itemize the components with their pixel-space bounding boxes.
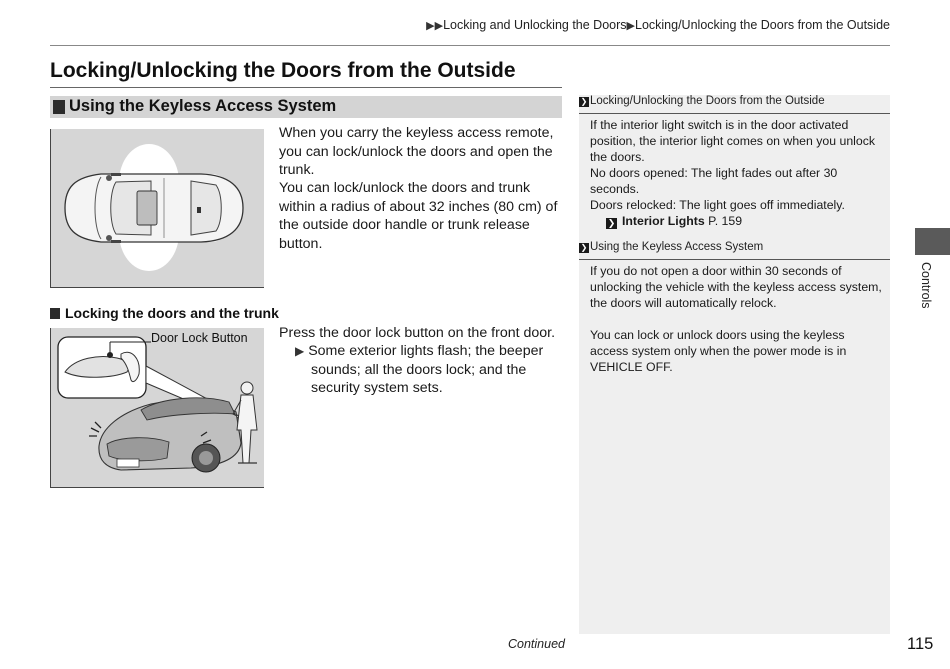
note-line: Doors relocked: The light goes off immediately. <box>590 198 845 212</box>
section-square-icon <box>53 100 65 114</box>
side-notes-panel <box>579 95 890 634</box>
result-text: Some exterior lights flash; the beeper sounds; all the doors lock; and the security system sets. <box>308 343 544 396</box>
note-line: If you do not open a door within 30 seconds of unlocking the vehicle with the keyless access system, the doors will automatically relock. <box>590 264 882 310</box>
title-divider <box>50 87 562 88</box>
note-marker-icon: ❯ <box>580 243 588 252</box>
note-title-2: Using the Keyless Access System <box>590 241 764 253</box>
triangle-right-icon: ▶ <box>626 20 635 32</box>
cross-reference[interactable] <box>590 213 885 229</box>
note-body-1 <box>590 117 885 229</box>
note-marker-icon: ❯ <box>580 97 588 106</box>
note-line: No doors opened: The light fades out after 30 seconds. <box>590 166 838 196</box>
intro-paragraph: When you carry the keyless access remote, you can lock/unlock the doors and open the trunk. <box>279 125 554 178</box>
chapter-tab-text: Controls <box>919 262 933 309</box>
note-header-1 <box>579 95 890 114</box>
cross-reference-label[interactable]: Interior Lights <box>622 214 705 228</box>
double-triangle-right-icon: ▶▶ <box>426 20 444 32</box>
note-body-2 <box>590 263 885 375</box>
subsection-heading <box>50 305 279 321</box>
keyless-range-illustration <box>50 129 264 288</box>
chapter-tab-marker[interactable] <box>915 228 950 255</box>
range-paragraph: You can lock/unlock the doors and trunk within a radius of about 32 inches (80 cm) of the outside door handle or trunk release button. <box>279 180 558 252</box>
triangle-right-icon: ▶ <box>295 344 305 358</box>
result-paragraph <box>295 342 571 398</box>
breadcrumb <box>426 18 890 32</box>
cross-reference-icon: ❯ <box>607 218 616 228</box>
section-heading-bar <box>50 96 562 118</box>
breadcrumb-item-parent[interactable]: Locking and Unlocking the Doors <box>443 18 627 32</box>
step-paragraph: Press the door lock button on the front door. <box>279 325 556 341</box>
note-title-1: Locking/Unlocking the Doors from the Outside <box>590 95 825 107</box>
chapter-tab-label[interactable] <box>911 262 937 322</box>
square-bullet-icon <box>50 308 60 319</box>
header-divider <box>50 45 890 46</box>
car-top-view-illustration <box>51 129 264 287</box>
note-line: If the interior light switch is in the door activated position, the interior light comes on when you unlock the doors. <box>590 118 876 164</box>
continued-note: Continued <box>508 637 565 651</box>
subsection-title: Locking the doors and the trunk <box>65 305 279 321</box>
door-lock-illustration <box>50 328 264 488</box>
page-title: Locking/Unlocking the Doors from the Outside <box>50 59 516 82</box>
car-front-person-illustration <box>51 328 264 487</box>
door-lock-button-callout: Door Lock Button <box>151 331 248 345</box>
note-line: You can lock or unlock doors using the keyless access system only when the power mode is in VEHICLE OFF. <box>590 328 847 374</box>
note-header-2 <box>579 241 890 260</box>
breadcrumb-item-current: Locking/Unlocking the Doors from the Outside <box>635 18 890 32</box>
section-title: Using the Keyless Access System <box>69 97 337 115</box>
cross-reference-page: P. 159 <box>708 214 743 228</box>
page-number: 115 <box>907 635 934 653</box>
